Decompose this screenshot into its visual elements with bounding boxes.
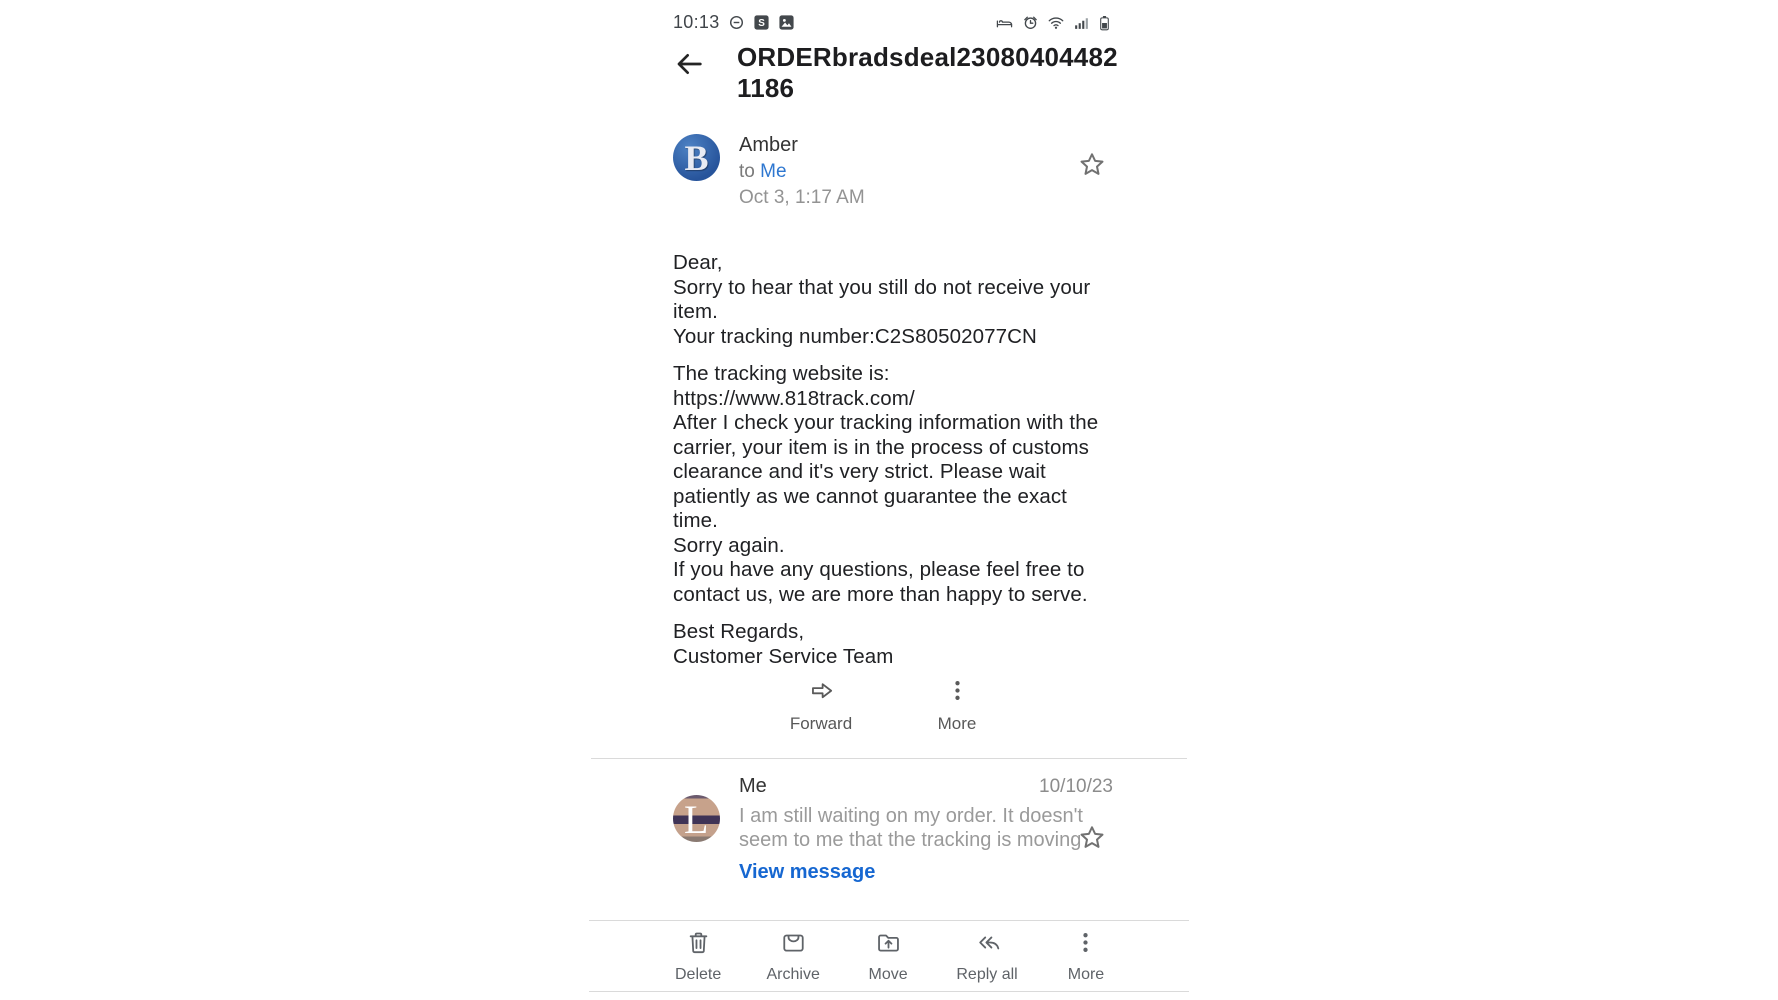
star-toggle[interactable] [1077,823,1107,858]
body-line: Your tracking number:C2S80502077CN [673,324,1037,348]
reply-all-icon [974,929,1001,961]
body-line: Sorry to hear that you still do not receive your [673,275,1091,299]
message-timestamp: Oct 3, 1:17 AM [739,187,865,208]
delete-button[interactable] [675,929,721,984]
body-line: contact us, we are more than happy to serve. [673,582,1088,606]
clock: 10:13 [673,12,720,32]
star-toggle[interactable] [1077,150,1107,185]
body-line: patiently as we cannot guarantee the exact time. [673,484,1067,532]
more-label: More [937,714,977,733]
me-avatar-letter: L [684,797,709,842]
back-button[interactable] [673,48,705,80]
body-line: The tracking website is: [673,362,890,385]
body-line [673,349,1115,362]
recipient-line [739,161,865,183]
move-label: Move [868,966,908,983]
message-preview [739,805,1084,852]
status-bar [589,0,1189,36]
body-line: https://www.818track.com/ [673,386,915,410]
preview-line: seem to me that the tracking is moving [739,828,1082,851]
to-label: to [739,161,755,182]
toolbar-more-label: More [1067,966,1105,983]
email-body [589,251,1189,669]
sender-name: Amber [739,134,798,156]
sender-avatar-letter: B [684,137,709,178]
archive-label: Archive [766,966,820,983]
forward-icon [808,677,835,709]
subject-title: ORDERbradsdeal230804044821186 [737,42,1118,103]
bed-mode-icon [995,14,1014,31]
reply-all-label: Reply all [956,966,1018,983]
body-line: Customer Service Team [673,644,894,668]
body-line: Sorry again. [673,533,785,557]
sender-row [589,134,1189,209]
battery-icon [1098,14,1111,32]
forward-button[interactable] [782,677,860,734]
body-line: carrier, your item is in the process of customs [673,435,1089,459]
collapsed-sender: Me [739,775,767,797]
delete-label: Delete [675,966,722,983]
image-notification-icon [778,14,795,31]
wifi-icon [1047,14,1065,31]
archive-icon [780,929,807,961]
preview-line: I am still waiting on my order. It doesn't [739,805,1083,827]
move-button[interactable] [865,929,911,984]
me-avatar [673,795,720,842]
body-line: item. [673,300,718,323]
collapsed-date: 10/10/23 [1039,776,1113,797]
s-app-badge-icon [753,14,770,31]
alarm-icon [1022,14,1039,31]
svg-text:S: S [757,18,765,30]
recipient-link[interactable]: Me [760,161,787,182]
body-line: If you have any questions, please feel free to [673,558,1085,581]
body-line [673,607,1115,620]
toolbar-more-button[interactable] [1063,929,1109,984]
view-message-link[interactable]: View message [739,861,876,883]
move-icon [875,929,902,961]
more-button[interactable] [918,677,996,734]
collapsed-message[interactable] [589,759,1189,884]
body-line: After I check your tracking information with the [673,411,1099,434]
body-line: Best Regards, [673,620,805,643]
signal-icon [1073,14,1090,31]
body-line: Dear, [673,251,723,274]
message-header [589,42,1189,104]
more-vertical-icon [1072,929,1099,961]
bottom-toolbar [589,920,1189,992]
reply-all-button[interactable] [956,929,1017,984]
forward-label: Forward [789,714,853,733]
sender-avatar[interactable] [673,134,720,181]
more-vertical-icon [944,677,971,709]
trash-icon [685,929,712,961]
archive-button[interactable] [767,929,820,984]
do-not-disturb-icon [728,14,745,31]
body-line: clearance and it's very strict. Please wait [673,460,1046,483]
message-actions [589,677,1189,734]
email-app-screen [589,0,1189,1000]
